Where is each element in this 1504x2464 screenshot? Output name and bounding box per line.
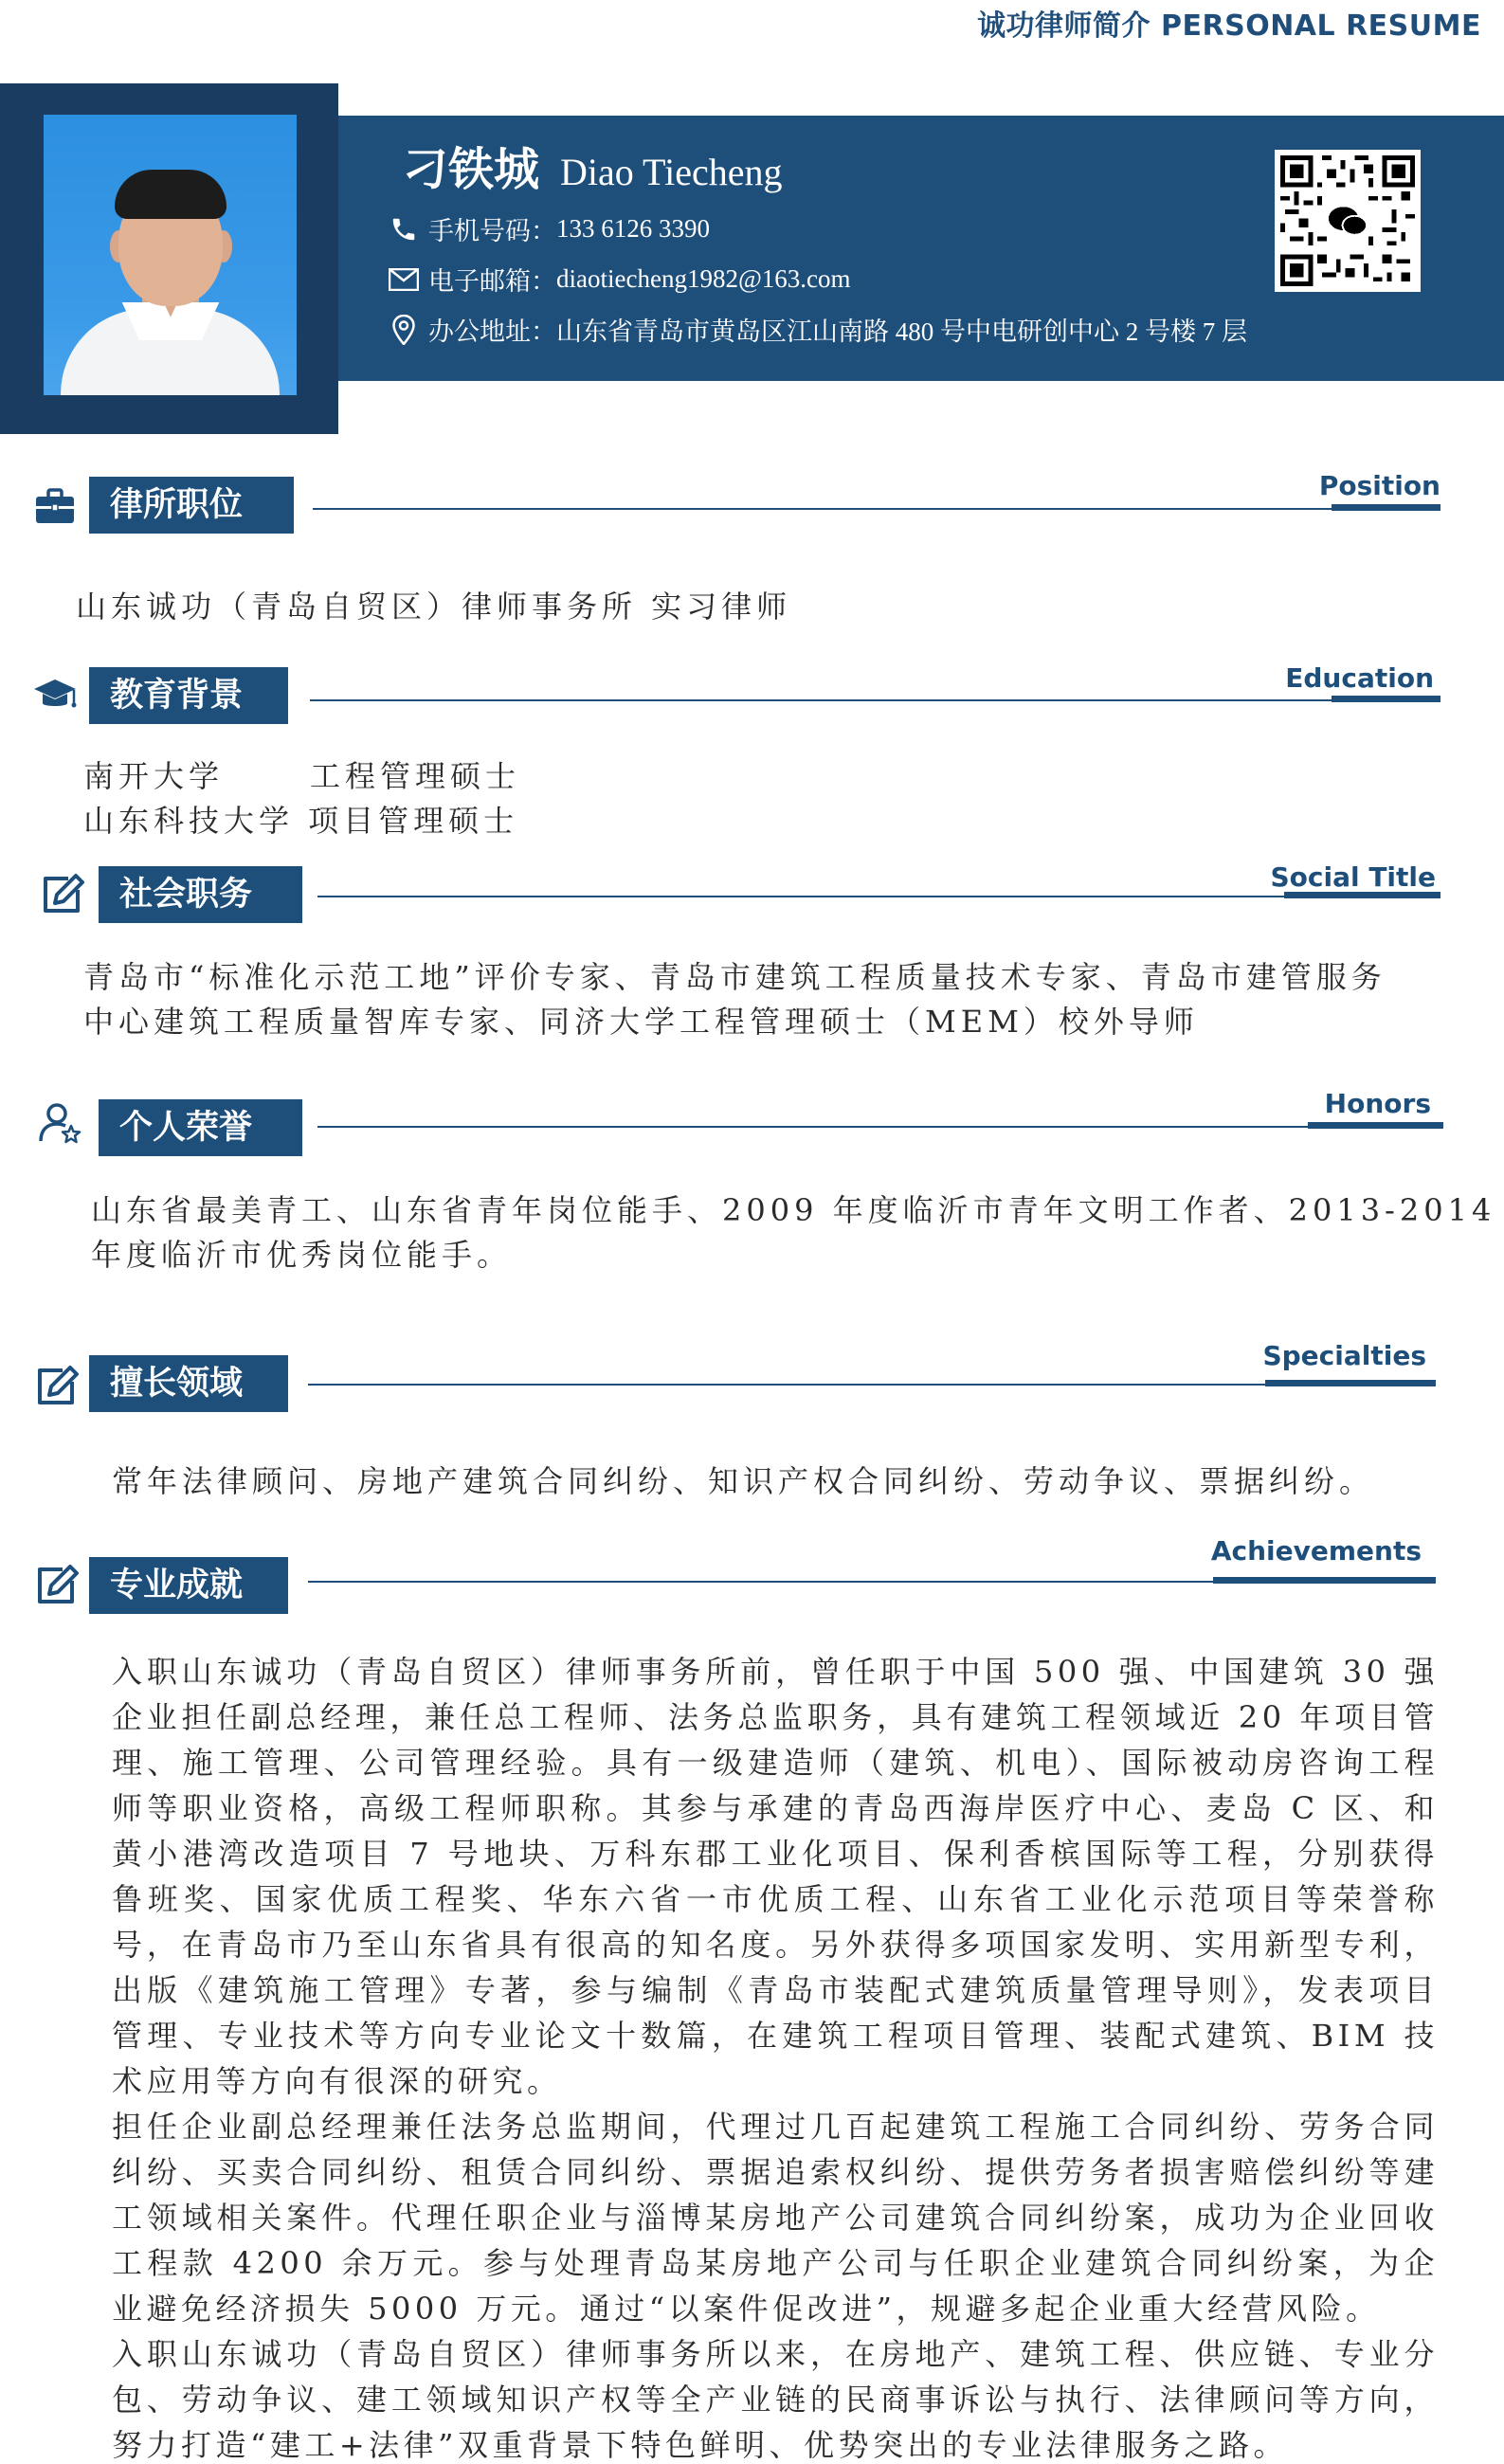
- section-specialties-tick: [1265, 1380, 1436, 1386]
- section-honors-title: 个人荣誉: [99, 1099, 302, 1156]
- mail-icon: [389, 264, 419, 295]
- email-value: diaotiecheng1982@163.com: [556, 264, 851, 293]
- honors-line-2: 年度临沂市优秀岗位能手。: [91, 1237, 513, 1273]
- email-label: 电子邮箱：: [428, 267, 556, 297]
- section-achievements-tick: [1213, 1577, 1436, 1584]
- social-line-2: 中心建筑工程质量智库专家、同济大学工程管理硕士（MEM）校外导师: [83, 1004, 1199, 1040]
- section-position-tick: [1332, 504, 1441, 511]
- location-pin-icon: [389, 315, 419, 345]
- page-header-tag: 诚功律师简介 PERSONAL RESUME: [977, 9, 1481, 43]
- achievements-text: [112, 1649, 1439, 2464]
- section-honors-en: Honors: [1324, 1088, 1431, 1119]
- section-position-en: Position: [1318, 470, 1441, 501]
- edit-icon: [34, 1564, 80, 1607]
- social-text: [83, 955, 1386, 1044]
- phone-value: 133 6126 3390: [556, 214, 710, 243]
- education-row-1: 南开大学 工程管理硕士: [83, 758, 521, 794]
- name-english: Diao Tiecheng: [560, 151, 783, 193]
- address-label: 办公地址：: [428, 317, 556, 347]
- contact-phone: [389, 210, 710, 247]
- section-position-divider: [313, 508, 1441, 510]
- section-social-title: 社会职务: [99, 866, 302, 923]
- social-line-1: 青岛市“标准化示范工地”评价专家、青岛市建筑工程质量技术专家、青岛市建管服务: [83, 959, 1386, 995]
- section-achievements-en: Achievements: [1210, 1535, 1422, 1567]
- education-list: [83, 754, 520, 843]
- graduation-cap-icon: [32, 673, 78, 716]
- contact-address: [389, 311, 1247, 348]
- section-education-tick: [1332, 696, 1441, 702]
- honors-line-1: 山东省最美青工、山东省青年岗位能手、2009 年度临沂市青年文明工作者、2013-2014: [91, 1192, 1496, 1228]
- phone-label: 手机号码：: [428, 217, 556, 246]
- section-education-divider: [310, 699, 1441, 701]
- section-honors-tick: [1308, 1122, 1443, 1129]
- section-position-title: 律所职位: [89, 477, 294, 534]
- edit-icon: [34, 1365, 80, 1408]
- achievements-paragraph-2: 担任企业副总经理兼任法务总监期间，代理过几百起建筑工程施工合同纠纷、劳务合同纠纷、买卖合同纠纷、租赁合同纠纷、票据追索权纠纷、提供劳务者损害赔偿纠纷等建工领域相关案件。代理任职企业与淄博某房地产公司建筑合同纠纷案，成功为企业回收工程款 4200 余万元。参与处理青岛某房地产公司与任职企业建筑合同纠纷案，为企业避免经济损失 5000 万元。通过“以案件促改进”，规避多起企业重大经营风险。: [112, 2109, 1439, 2327]
- education-row-2: 山东科技大学 项目管理硕士: [83, 803, 519, 839]
- section-social-divider: [317, 896, 1441, 897]
- phone-icon: [389, 214, 419, 245]
- section-education-en: Education: [1285, 662, 1434, 694]
- section-social-en: Social Title: [1270, 861, 1436, 893]
- section-honors-divider: [317, 1126, 1443, 1128]
- wechat-qr-code[interactable]: [1275, 150, 1421, 292]
- section-specialties-title: 擅长领域: [89, 1355, 288, 1412]
- name-chinese: 刁铁城: [403, 143, 540, 196]
- section-specialties-en: Specialties: [1262, 1340, 1426, 1371]
- section-education-title: 教育背景: [89, 667, 288, 724]
- specialties-text: 常年法律顾问、房地产建筑合同纠纷、知识产权合同纠纷、劳动争议、票据纠纷。: [112, 1463, 1375, 1499]
- section-achievements-title: 专业成就: [89, 1557, 288, 1614]
- photo-frame: [0, 83, 338, 434]
- achievements-paragraph-1: 入职山东诚功（青岛自贸区）律师事务所前，曾任职于中国 500 强、中国建筑 30 强企业担任副总经理，兼任总工程师、法务总监职务，具有建筑工程领域近 20 年项目管理、施工管理、公司管理经验。具有一级建造师（建筑、机电）、国际被动房咨询工程师等职业资格，高级工程师职称。其参与承建的青岛西海岸医疗中心、麦岛 C 区、和黄小港湾改造项目 7 号地块、万科东郡工业化项目、保利香槟国际等工程，分别获得鲁班奖、国家优质工程奖、华东六省一市优质工程、山东省工业化示范项目等荣誉称号，在青岛市乃至山东省具有很高的知名度。另外获得多项国家发明、实用新型专利，出版《建筑施工管理》专著，参与编制《青岛市装配式建筑质量管理导则》，发表项目管理、专业技术等方向专业论文十数篇，在建筑工程项目管理、装配式建筑、BIM 技术应用等方向有很深的研究。: [112, 1654, 1439, 2099]
- briefcase-icon: [32, 485, 78, 529]
- achievements-paragraph-3: 入职山东诚功（青岛自贸区）律师事务所以来，在房地产、建筑工程、供应链、专业分包、劳动争议、建工领域知识产权等全产业链的民商事诉讼与执行、法律顾问等方向，努力打造“建工+法律”双重背景下特色鲜明、优势突出的专业法律服务之路。: [112, 2336, 1439, 2463]
- user-star-icon: [38, 1101, 83, 1145]
- contact-email: [389, 261, 851, 298]
- section-social-tick: [1284, 892, 1441, 898]
- position-text: 山东诚功（青岛自贸区）律师事务所 实习律师: [76, 589, 792, 625]
- address-value: 山东省青岛市黄岛区江山南路 480 号中电研创中心 2 号楼 7 层: [556, 317, 1247, 346]
- edit-icon: [40, 873, 85, 916]
- honors-text: [91, 1188, 1495, 1277]
- profile-name: [403, 133, 782, 198]
- profile-photo: [44, 115, 297, 395]
